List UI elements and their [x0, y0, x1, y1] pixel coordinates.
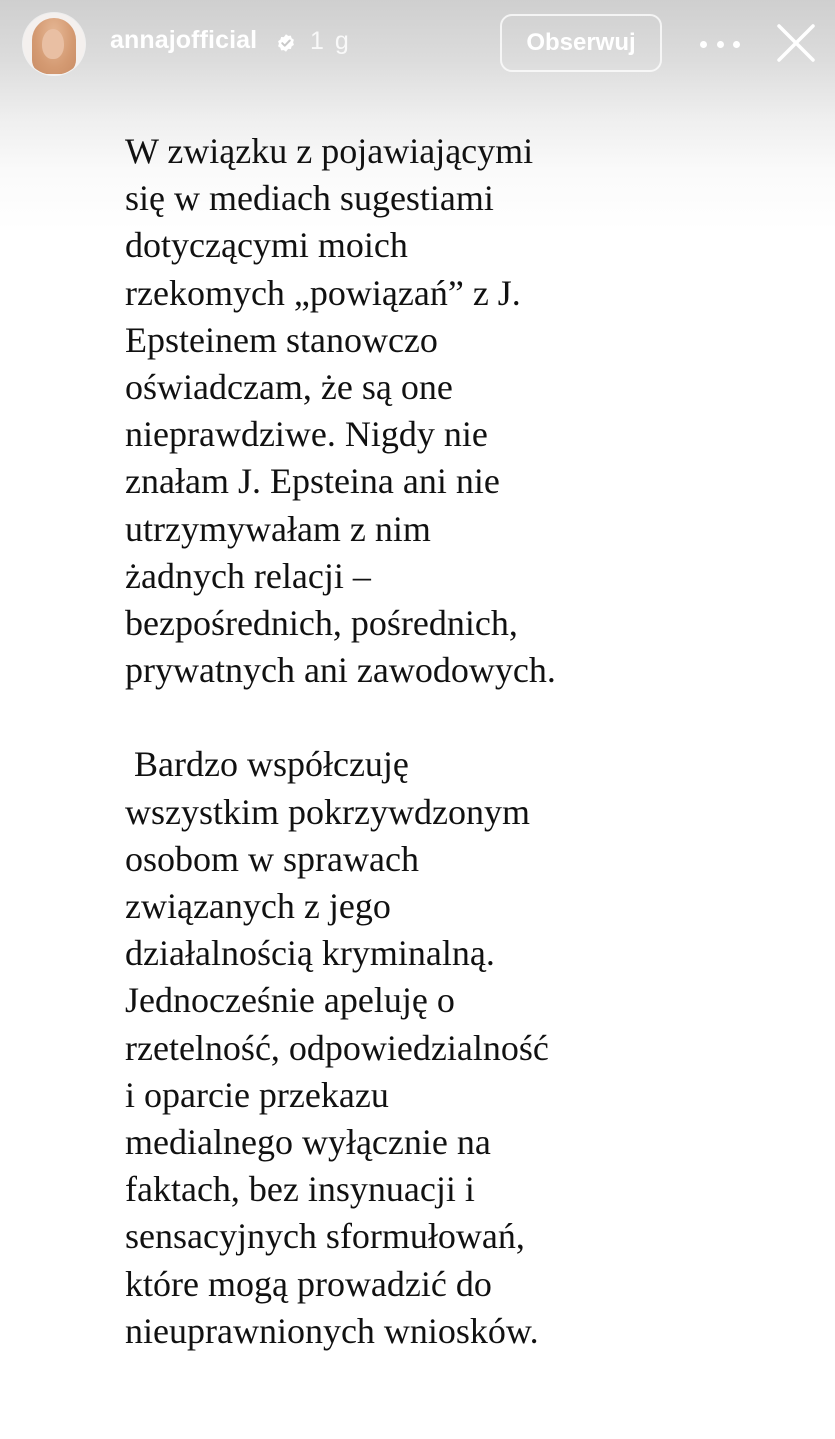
- statement-line: i oparcie przekazu: [125, 1074, 389, 1115]
- statement-line: W związku z pojawiającymi: [125, 131, 534, 171]
- close-icon[interactable]: [775, 22, 817, 64]
- more-horizontal-icon: [700, 41, 707, 48]
- follow-button[interactable]: Obserwuj: [500, 14, 662, 72]
- statement-line: Jednocześnie apeluję o: [125, 980, 455, 1021]
- statement-line: faktach, bez insynuacji i: [125, 1169, 475, 1210]
- statement-line: dotyczącymi moich: [125, 225, 408, 266]
- statement-line: Bardzo współczuję: [125, 744, 409, 785]
- statement-line: znałam J. Epsteina ani nie: [125, 461, 500, 502]
- statement-line: medialnego wyłącznie na: [125, 1122, 491, 1163]
- statement-line: osobom w sprawach: [125, 838, 419, 879]
- statement-line: które mogą prowadzić do: [125, 1263, 492, 1304]
- avatar-face: [42, 29, 64, 59]
- statement-line: się w mediach sugestiami: [125, 178, 494, 219]
- statement-line: oświadczam, że są one: [125, 367, 453, 408]
- statement-line: rzetelność, odpowiedzialność: [125, 1027, 549, 1068]
- statement-line: nieuprawnionych wniosków.: [125, 1310, 539, 1351]
- statement-line: żadnych relacji –: [125, 555, 371, 596]
- statement-line: rzekomych „powiązań” z J.: [125, 272, 521, 313]
- paragraph-gap: [125, 694, 685, 741]
- statement-line: Epsteinem stanowczo: [125, 319, 438, 360]
- statement-line: prywatnych ani zawodowych.: [125, 650, 556, 691]
- more-options-button[interactable]: [700, 30, 740, 58]
- statement-line: działalnością kryminalną.: [125, 933, 495, 974]
- username[interactable]: annajofficial: [110, 26, 258, 54]
- statement-line: sensacyjnych sformułowań,: [125, 1216, 525, 1257]
- statement-line: wszystkim pokrzywdzonym: [125, 791, 530, 832]
- avatar[interactable]: [23, 13, 85, 75]
- statement-line: nieprawdziwe. Nigdy nie: [125, 414, 488, 455]
- statement-line: utrzymywałam z nim: [125, 508, 431, 549]
- verified-badge-icon: [276, 33, 296, 53]
- post-time: 1 g: [310, 27, 351, 55]
- statement-line: bezpośrednich, pośrednich,: [125, 603, 518, 644]
- statement-line: związanych z jego: [125, 886, 391, 927]
- story-header: [0, 0, 835, 90]
- more-horizontal-icon: [717, 41, 724, 48]
- statement-text: [125, 128, 685, 1355]
- more-horizontal-icon: [733, 41, 740, 48]
